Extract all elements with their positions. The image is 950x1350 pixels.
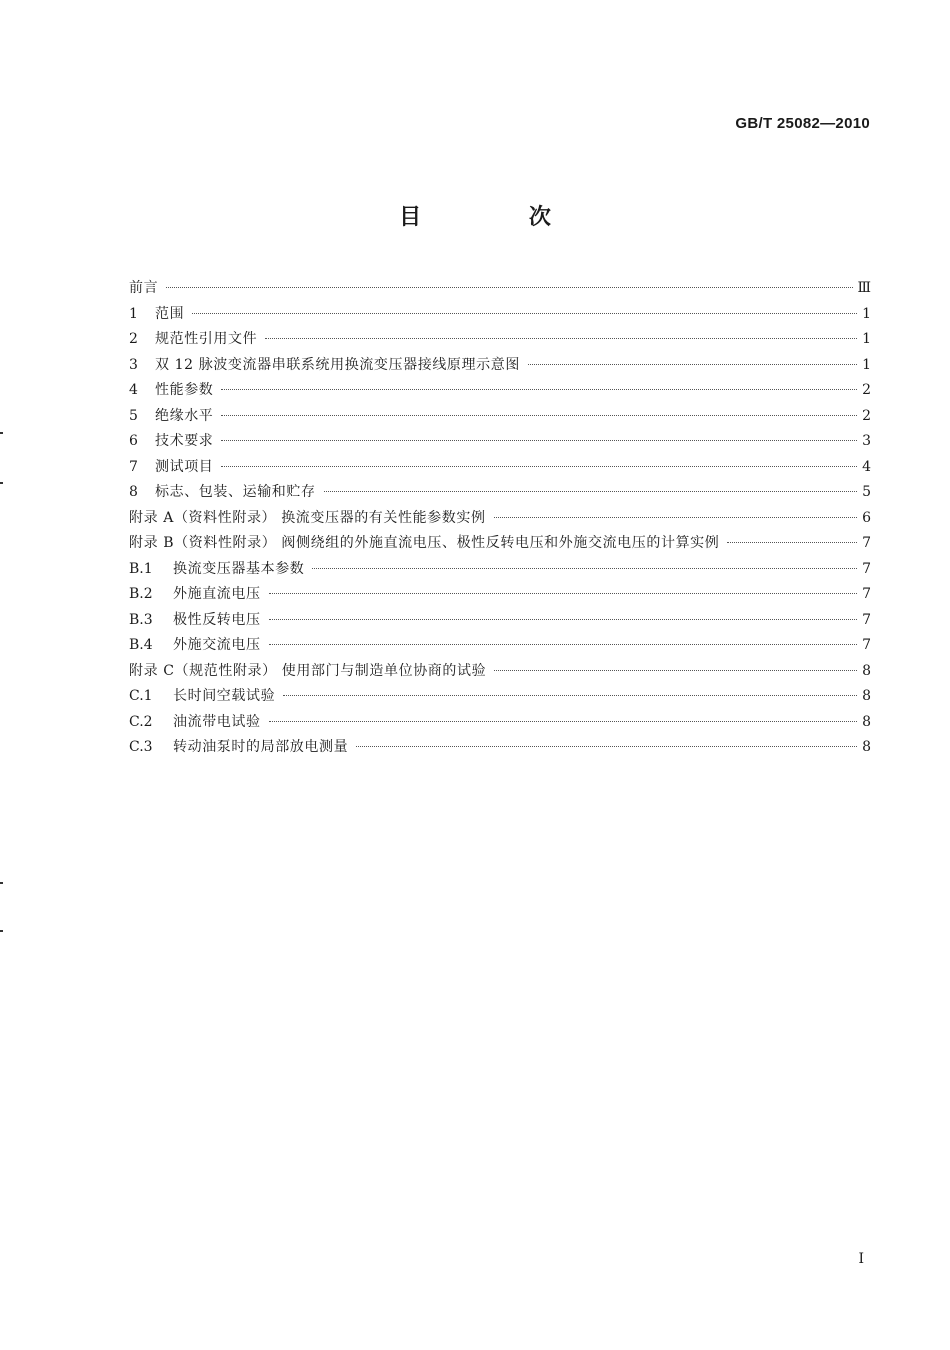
toc-entry-title: 性能参数 bbox=[155, 382, 214, 398]
toc-entry-page: 3 bbox=[862, 433, 871, 449]
toc-entry[interactable] bbox=[129, 302, 871, 328]
toc-leader-dots bbox=[528, 364, 857, 365]
toc-entry-title: 双 12 脉波变流器串联系统用换流变压器接线原理示意图 bbox=[155, 356, 520, 373]
toc-leader-dots bbox=[356, 746, 857, 747]
toc-entry-title: 附录 A（资料性附录） 换流变压器的有关性能参数实例 bbox=[129, 509, 486, 526]
toc-leader-dots bbox=[727, 542, 857, 543]
toc-entry-title: 范围 bbox=[155, 305, 185, 322]
toc-entry-number: 8 bbox=[129, 484, 138, 500]
page-title: 目 次 bbox=[399, 205, 601, 230]
toc-entry-number: 6 bbox=[129, 433, 138, 449]
toc-entry[interactable] bbox=[129, 455, 871, 481]
scan-mark bbox=[0, 482, 3, 484]
toc-entry-page: 7 bbox=[862, 535, 871, 551]
toc-entry[interactable] bbox=[129, 378, 871, 404]
toc-entry-title: 附录 B（资料性附录） 阀侧绕组的外施直流电压、极性反转电压和外施交流电压的计算实例 bbox=[129, 535, 720, 551]
toc-entry[interactable] bbox=[129, 633, 871, 659]
toc-entry-page: 7 bbox=[862, 560, 871, 577]
toc-entry-page: 8 bbox=[862, 688, 871, 704]
standard-code: GB/T 25082—2010 bbox=[735, 115, 870, 132]
toc-entry[interactable] bbox=[129, 608, 871, 634]
toc-entry-number: 5 bbox=[129, 407, 138, 424]
toc-entry[interactable] bbox=[129, 684, 871, 710]
toc-leader-dots bbox=[269, 721, 857, 722]
toc-leader-dots bbox=[312, 568, 857, 569]
toc-leader-dots bbox=[221, 389, 857, 390]
toc-leader-dots bbox=[265, 338, 857, 339]
toc-entry-page: 2 bbox=[862, 382, 871, 398]
toc-entry[interactable] bbox=[129, 506, 871, 532]
toc-entry-number: 4 bbox=[129, 382, 138, 398]
toc-leader-dots bbox=[494, 670, 857, 671]
toc-entry[interactable] bbox=[129, 710, 871, 736]
toc-entry-title: 油流带电试验 bbox=[173, 713, 261, 730]
toc-entry[interactable] bbox=[129, 276, 871, 302]
toc-entry-title: 绝缘水平 bbox=[155, 407, 214, 424]
toc-entry-number: C.2 bbox=[129, 713, 153, 730]
toc-entry-title: 长时间空载试验 bbox=[173, 688, 276, 704]
toc-entry-page: 7 bbox=[862, 637, 871, 653]
toc-entry-page: 7 bbox=[862, 586, 871, 602]
toc-entry-number: 2 bbox=[129, 331, 138, 347]
toc-entry-number: 7 bbox=[129, 458, 138, 475]
toc-entry-number: 1 bbox=[129, 305, 138, 322]
table-of-contents bbox=[129, 276, 871, 761]
scan-mark bbox=[0, 432, 3, 434]
toc-entry-page: 5 bbox=[862, 484, 871, 500]
toc-entry[interactable] bbox=[129, 582, 871, 608]
toc-entry-title: 前言 bbox=[129, 280, 159, 296]
toc-entry-title: 标志、包装、运输和贮存 bbox=[155, 484, 316, 500]
toc-entry-page: 4 bbox=[862, 458, 871, 475]
toc-entry-number: B.3 bbox=[129, 611, 153, 628]
toc-leader-dots bbox=[166, 287, 853, 288]
toc-entry[interactable] bbox=[129, 659, 871, 685]
toc-entry[interactable] bbox=[129, 429, 871, 455]
toc-entry-page: 2 bbox=[862, 407, 871, 424]
toc-entry[interactable] bbox=[129, 327, 871, 353]
toc-entry-page: 6 bbox=[862, 509, 871, 526]
scan-mark bbox=[0, 882, 3, 884]
scan-mark bbox=[0, 930, 3, 932]
toc-entry-number: C.1 bbox=[129, 688, 153, 704]
toc-entry-title: 规范性引用文件 bbox=[155, 331, 258, 347]
toc-entry-title: 外施直流电压 bbox=[173, 586, 261, 602]
toc-leader-dots bbox=[221, 440, 857, 441]
toc-entry-page: 7 bbox=[862, 611, 871, 628]
toc-leader-dots bbox=[192, 313, 857, 314]
toc-entry[interactable] bbox=[129, 480, 871, 506]
toc-entry-number: B.1 bbox=[129, 560, 153, 577]
toc-leader-dots bbox=[221, 466, 857, 467]
toc-entry-title: 技术要求 bbox=[155, 433, 214, 449]
toc-entry-page: 8 bbox=[862, 662, 871, 679]
toc-entry-title: 换流变压器基本参数 bbox=[173, 560, 305, 577]
toc-entry-number: 3 bbox=[129, 356, 138, 373]
toc-entry-page: 1 bbox=[862, 356, 871, 373]
toc-entry[interactable] bbox=[129, 557, 871, 583]
toc-entry[interactable] bbox=[129, 404, 871, 430]
toc-leader-dots bbox=[269, 619, 857, 620]
toc-entry-page: 8 bbox=[862, 739, 871, 755]
toc-entry-title: 测试项目 bbox=[155, 458, 214, 475]
toc-entry[interactable] bbox=[129, 353, 871, 379]
toc-entry[interactable] bbox=[129, 531, 871, 557]
toc-entry-title: 附录 C（规范性附录） 使用部门与制造单位协商的试验 bbox=[129, 662, 487, 679]
toc-entry-page: Ⅲ bbox=[857, 280, 871, 296]
toc-leader-dots bbox=[494, 517, 857, 518]
toc-entry-page: 1 bbox=[862, 305, 871, 322]
toc-entry-title: 外施交流电压 bbox=[173, 637, 261, 653]
toc-entry-number: B.2 bbox=[129, 586, 153, 602]
page-number: I bbox=[858, 1251, 864, 1267]
toc-leader-dots bbox=[269, 593, 857, 594]
toc-leader-dots bbox=[269, 644, 857, 645]
toc-leader-dots bbox=[221, 415, 857, 416]
toc-entry-number: B.4 bbox=[129, 637, 153, 653]
toc-entry-title: 转动油泵时的局部放电测量 bbox=[173, 739, 349, 755]
toc-leader-dots bbox=[324, 491, 857, 492]
toc-entry[interactable] bbox=[129, 735, 871, 761]
toc-leader-dots bbox=[283, 695, 857, 696]
toc-entry-number: C.3 bbox=[129, 739, 153, 755]
toc-entry-title: 极性反转电压 bbox=[173, 611, 261, 628]
toc-entry-page: 8 bbox=[862, 713, 871, 730]
toc-entry-page: 1 bbox=[862, 331, 871, 347]
